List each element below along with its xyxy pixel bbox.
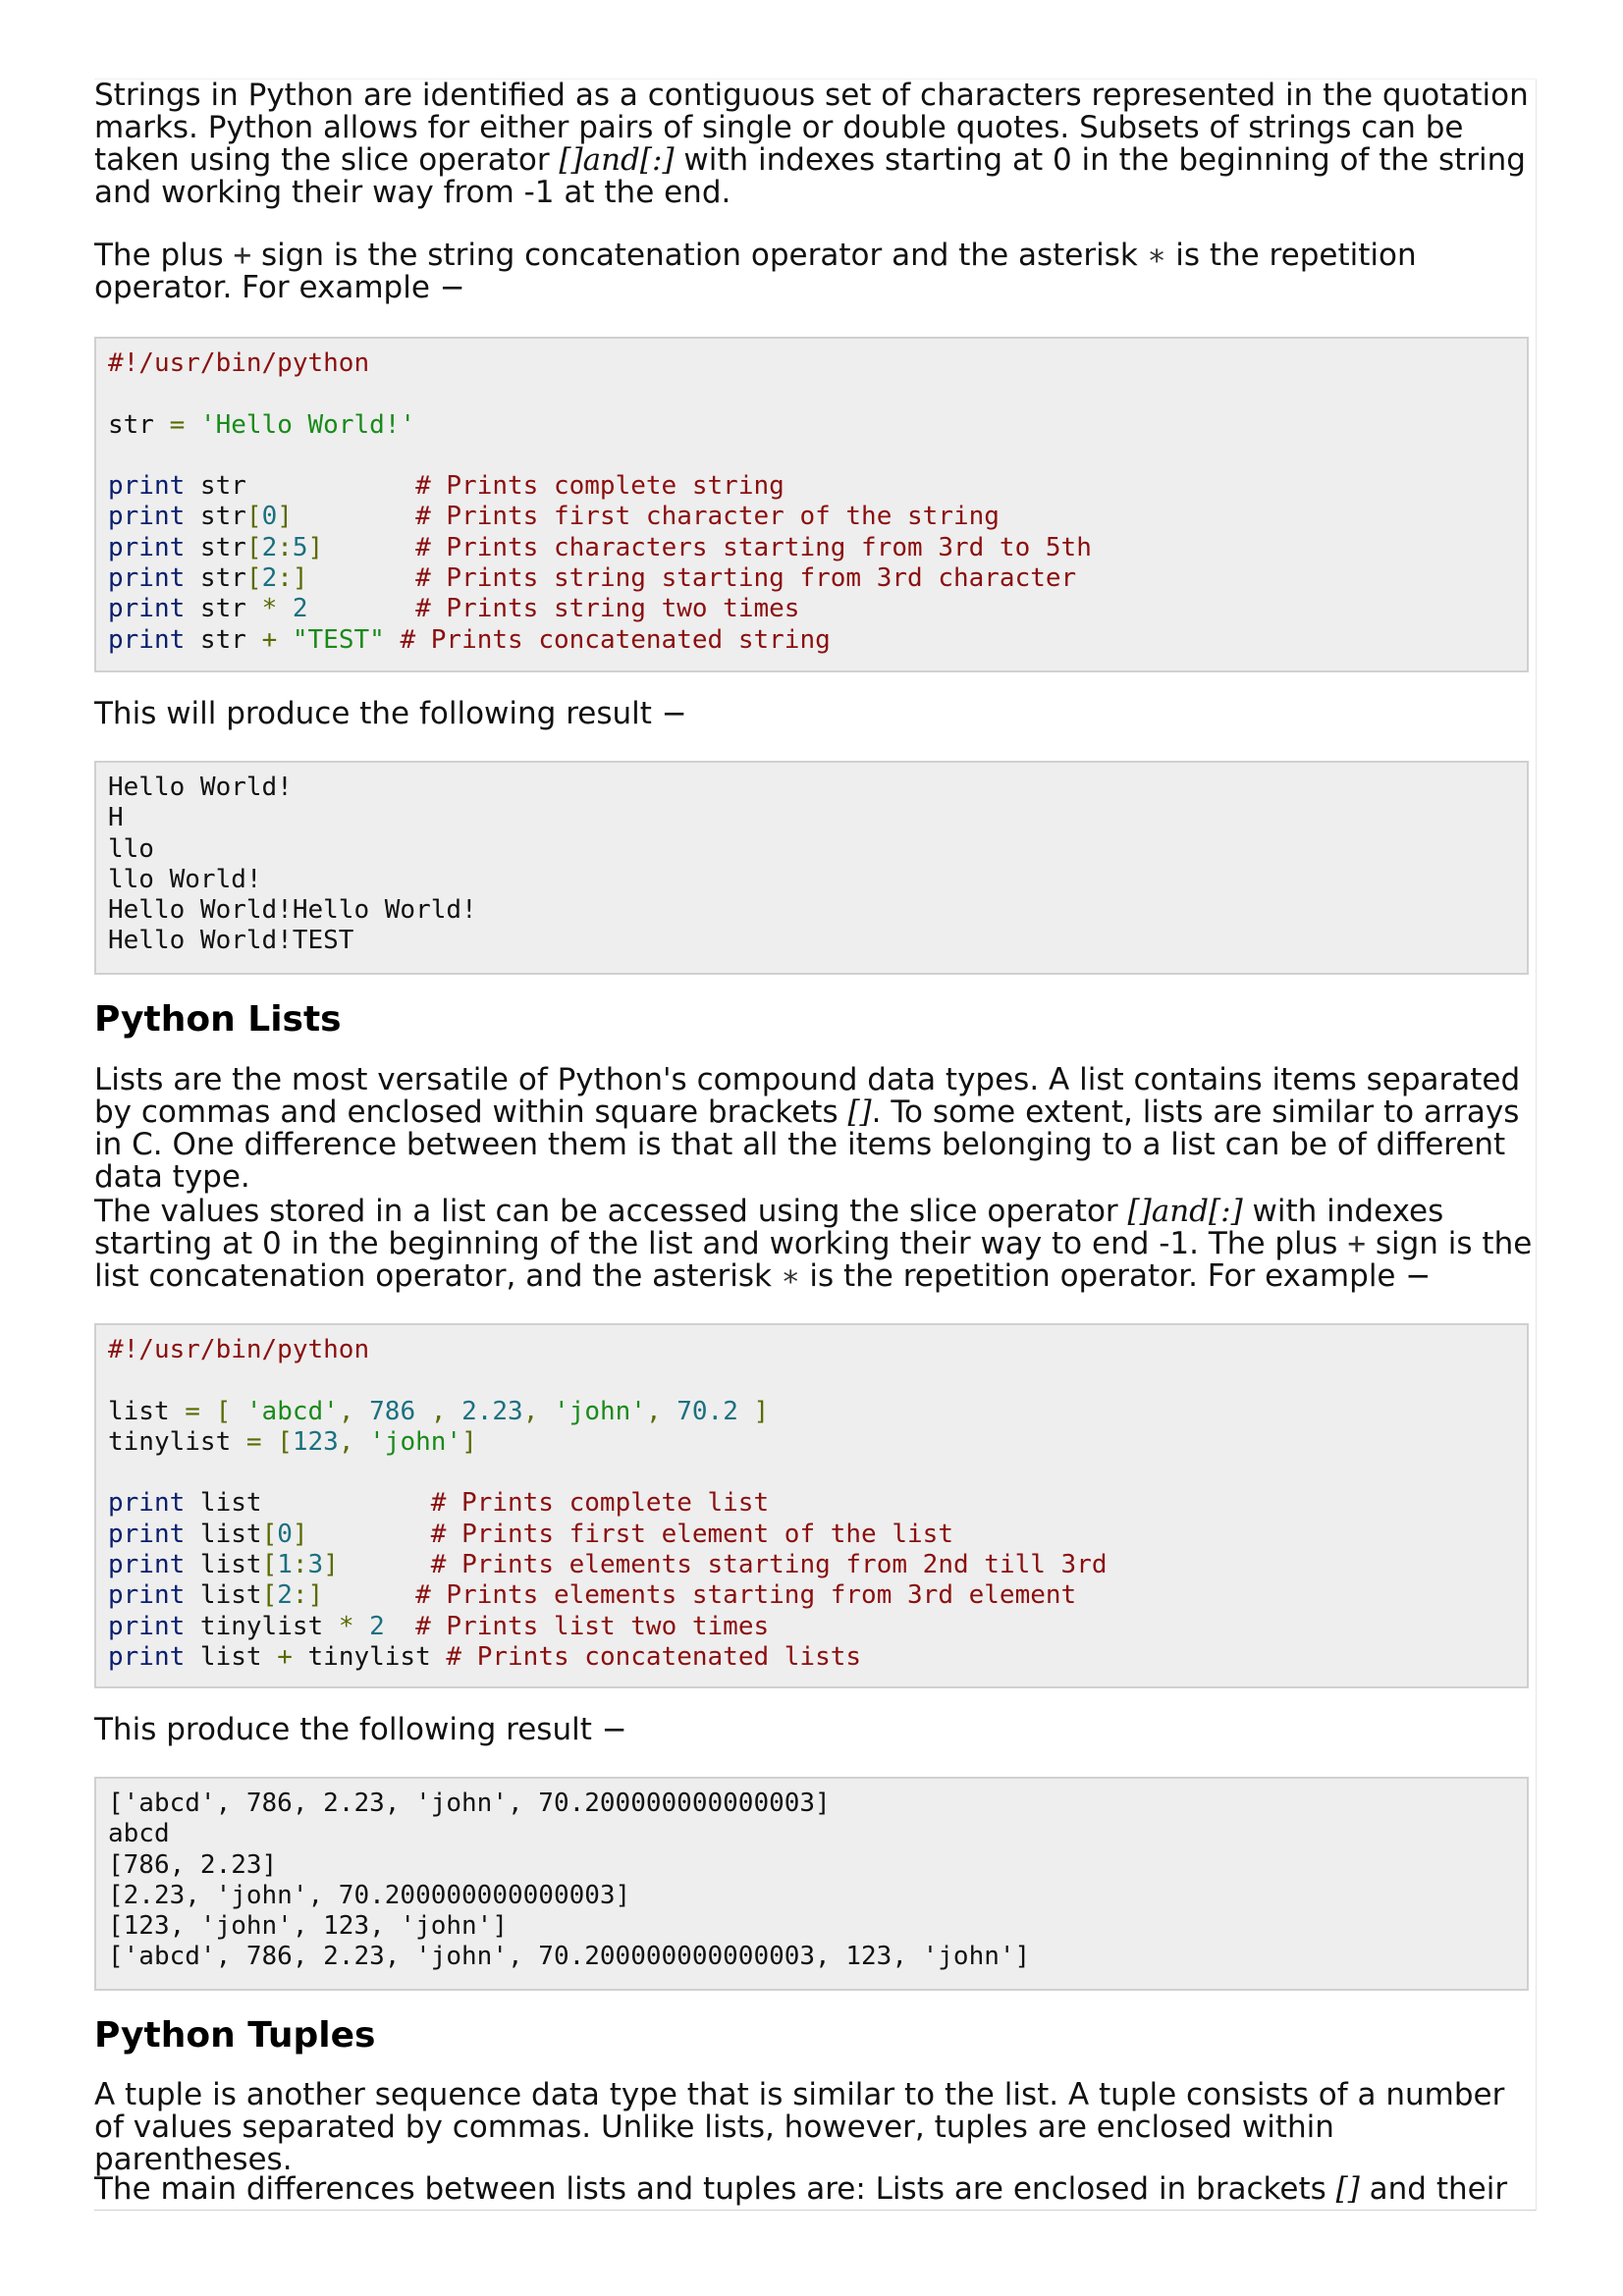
code-token: str [108, 409, 170, 440]
code-token: # Prints elements starting from 2nd till 3rd [430, 1550, 1108, 1580]
code-token: print [108, 594, 186, 624]
code-token: print [108, 471, 186, 502]
code-token: , [338, 1426, 354, 1457]
code-token: str [185, 532, 246, 562]
code-line [108, 1580, 1076, 1610]
code-token: 2 [353, 1611, 385, 1641]
code-line [108, 1520, 953, 1549]
code-token: # Prints string two times [415, 594, 800, 624]
code-token [385, 1612, 415, 1641]
brackets-symbol: [] [1335, 2171, 1360, 2207]
code-token: , [338, 1396, 354, 1426]
brackets-symbol: [] [847, 1095, 872, 1130]
code-token: 2 [261, 532, 278, 562]
code-token: 1 [277, 1550, 293, 1580]
code-token: 'abcd' [231, 1396, 339, 1426]
slice-operator: []and[:] [559, 142, 675, 178]
text-span: The main differences between lists and tuples are: Lists are enclosed in brackets [94, 2171, 1336, 2207]
code-token: = [169, 409, 186, 440]
code-line [108, 533, 1092, 562]
code-token: 786 [353, 1396, 416, 1426]
tuples-intro-paragraph: A tuple is another sequence data type that is similar to the list. A tuple consists of a number of values separated by commas. Unlike lists, however, tuples are enclosed within parentheses. [94, 2077, 1505, 2177]
code-token: [ [245, 563, 262, 594]
tuples-differences-paragraph [94, 2173, 1537, 2206]
slice-operator: []and[:] [1127, 1194, 1243, 1229]
text-span: The values stored in a list can be accessed using the slice operator [94, 1194, 1128, 1229]
strings-intro-paragraph [94, 80, 1537, 209]
code-token: # Prints list two times [415, 1611, 770, 1641]
code-token [323, 533, 415, 562]
text-span: Strings in Python are identified as a contiguous set of characters represented in the quotation marks. Python allows for either pairs of single or double quotes. Subsets of strings can be taken using the slice operator [94, 79, 1529, 178]
code-line [108, 594, 799, 623]
code-token: # Prints first element of the list [430, 1519, 953, 1549]
code-token: list [185, 1550, 262, 1580]
code-token: 70.2 [661, 1396, 738, 1426]
code-token: 2.23 [446, 1396, 523, 1426]
code-line [108, 348, 369, 378]
code-token [385, 625, 401, 655]
code-token: [ [245, 502, 262, 532]
code-token: tinylist [108, 1426, 246, 1457]
code-token: # Prints elements starting from 3rd element [415, 1580, 1077, 1611]
text-span: is the repetition operator. For example − [799, 1258, 1432, 1294]
lists-result-intro: This produce the following result − [94, 1712, 627, 1747]
code-token: print [108, 624, 186, 655]
asterisk-operator: ∗ [1147, 238, 1166, 273]
code-token: 3 [307, 1550, 324, 1580]
code-token: str [185, 594, 262, 624]
text-span: sign is the list concatenation operator, and the asterisk [94, 1226, 1533, 1294]
code-token: # Prints characters starting from 3rd to 5th [415, 532, 1092, 562]
code-token: str [185, 502, 246, 532]
code-token: list [185, 1519, 262, 1549]
code-token: print [108, 1550, 186, 1580]
code-token: print [108, 1611, 186, 1641]
code-token: list [185, 1580, 262, 1611]
code-token: list [185, 1641, 278, 1672]
code-token: * [261, 594, 278, 624]
code-line [108, 1612, 769, 1641]
code-token: print [108, 563, 186, 594]
code-token: : [292, 1550, 308, 1580]
code-token: print [108, 1519, 186, 1549]
document-page [94, 79, 1537, 2211]
code-token: # Prints first character of the string [415, 502, 1000, 532]
code-token: [ [261, 1519, 278, 1549]
text-span: is the repetition operator. For example − [94, 238, 1417, 305]
lists-code-block [94, 1323, 1529, 1688]
text-span: The plus [94, 238, 234, 273]
code-token: ] [737, 1396, 770, 1426]
plus-operator: + [233, 238, 252, 273]
code-token: 123 [292, 1426, 339, 1457]
code-line [108, 502, 1000, 531]
code-token: # Prints string starting from 3rd character [415, 563, 1077, 594]
code-token: * [338, 1611, 354, 1641]
lists-heading: Python Lists [94, 999, 342, 1040]
code-token: ] [323, 1550, 339, 1580]
code-token: str [185, 471, 416, 502]
code-token: [ [245, 532, 262, 562]
strings-operators-paragraph [94, 240, 1537, 304]
code-token: print [108, 502, 186, 532]
code-token: :] [292, 1580, 324, 1611]
code-token: "TEST" [277, 624, 385, 655]
code-token: # Prints complete list [430, 1488, 770, 1519]
lists-intro-paragraph [94, 1064, 1537, 1194]
code-token: list [108, 1396, 186, 1426]
code-line [108, 1397, 769, 1426]
code-line [108, 1488, 769, 1518]
code-token: list [185, 1488, 431, 1519]
code-token [308, 594, 416, 623]
code-token: 2 [277, 1580, 293, 1611]
code-line [108, 1550, 1108, 1579]
code-token: tinylist [185, 1611, 339, 1641]
code-token: #!/usr/bin/python [108, 1335, 370, 1364]
code-line [108, 410, 415, 440]
code-token: print [108, 1488, 186, 1519]
code-token: print [108, 1641, 186, 1672]
code-token [308, 1520, 431, 1549]
code-line [108, 1335, 369, 1364]
code-token: ] [292, 1519, 308, 1549]
code-token: str [185, 624, 262, 655]
code-token [308, 563, 416, 593]
code-token: :] [277, 563, 308, 594]
code-token: , [522, 1396, 539, 1426]
code-token: ] [277, 502, 293, 532]
code-token: , [415, 1396, 447, 1426]
code-token: 'john' [538, 1396, 646, 1426]
plus-operator: + [1347, 1226, 1366, 1261]
code-token: = [ [245, 1426, 293, 1457]
code-token: str [185, 563, 246, 594]
code-token: 5 [292, 532, 308, 562]
code-token: , [645, 1396, 662, 1426]
code-token [323, 1580, 415, 1610]
code-token: [ [261, 1550, 278, 1580]
code-line [108, 563, 1076, 593]
code-token: 'john' [353, 1426, 462, 1457]
code-token: print [108, 532, 186, 562]
lists-output-block: ['abcd', 786, 2.23, 'john', 70.200000000000003] abcd [786, 2.23] [2.23, 'john', 70.200000000000003] [123, 'john', 123, 'john'] ['abcd', 786, 2.23, 'john', 70.200000000000003, 123, 'john'] [94, 1777, 1529, 1991]
code-token: 2 [261, 563, 278, 594]
code-token: # Prints complete string [415, 471, 784, 502]
strings-result-intro: This will produce the following result − [94, 696, 687, 731]
code-token: #!/usr/bin/python [108, 348, 370, 378]
code-token: + [277, 1641, 293, 1672]
code-token: 0 [261, 502, 278, 532]
code-line [108, 625, 831, 655]
code-token: # Prints concatenated lists [446, 1641, 862, 1672]
code-token: = [ [185, 1396, 232, 1426]
code-token: [ [261, 1580, 278, 1611]
asterisk-operator: ∗ [781, 1258, 800, 1294]
strings-output-block: Hello World! H llo llo World! Hello World!Hello World! Hello World!TEST [94, 761, 1529, 975]
code-token: # Prints concatenated string [400, 624, 831, 655]
strings-code-block [94, 337, 1529, 672]
tuples-heading: Python Tuples [94, 2015, 376, 2056]
code-token: 'Hello World!' [185, 409, 416, 440]
text-span: sign is the string concatenation operator and the asterisk [251, 238, 1148, 273]
text-span: . To some extent, lists are similar to arrays in C. One difference between them is that all the items belonging to a list can be of different data type. [94, 1095, 1520, 1195]
code-token: 2 [277, 594, 308, 624]
text-span: with indexes starting at 0 in the beginning of the string and working their way from -1 at the end. [94, 142, 1526, 210]
lists-operators-paragraph [94, 1196, 1537, 1293]
text-span: with indexes starting at 0 in the beginning of the list and working their way to end -1. The plus [94, 1194, 1444, 1261]
code-token: tinylist [292, 1641, 447, 1672]
code-token: + [261, 624, 278, 655]
code-line [108, 1427, 477, 1457]
code-line [108, 471, 784, 501]
text-span: Lists are the most versatile of Python's compound data types. A list contains items separated by commas and enclosed within square brackets [94, 1062, 1521, 1130]
code-token: ] [307, 532, 324, 562]
code-token: : [277, 532, 293, 562]
code-token: 0 [277, 1519, 293, 1549]
code-token: ] [461, 1426, 477, 1457]
code-line [108, 1642, 861, 1672]
code-token [339, 1550, 431, 1579]
code-token [293, 502, 415, 531]
text-span: and their [1359, 2171, 1508, 2207]
code-token: print [108, 1580, 186, 1611]
